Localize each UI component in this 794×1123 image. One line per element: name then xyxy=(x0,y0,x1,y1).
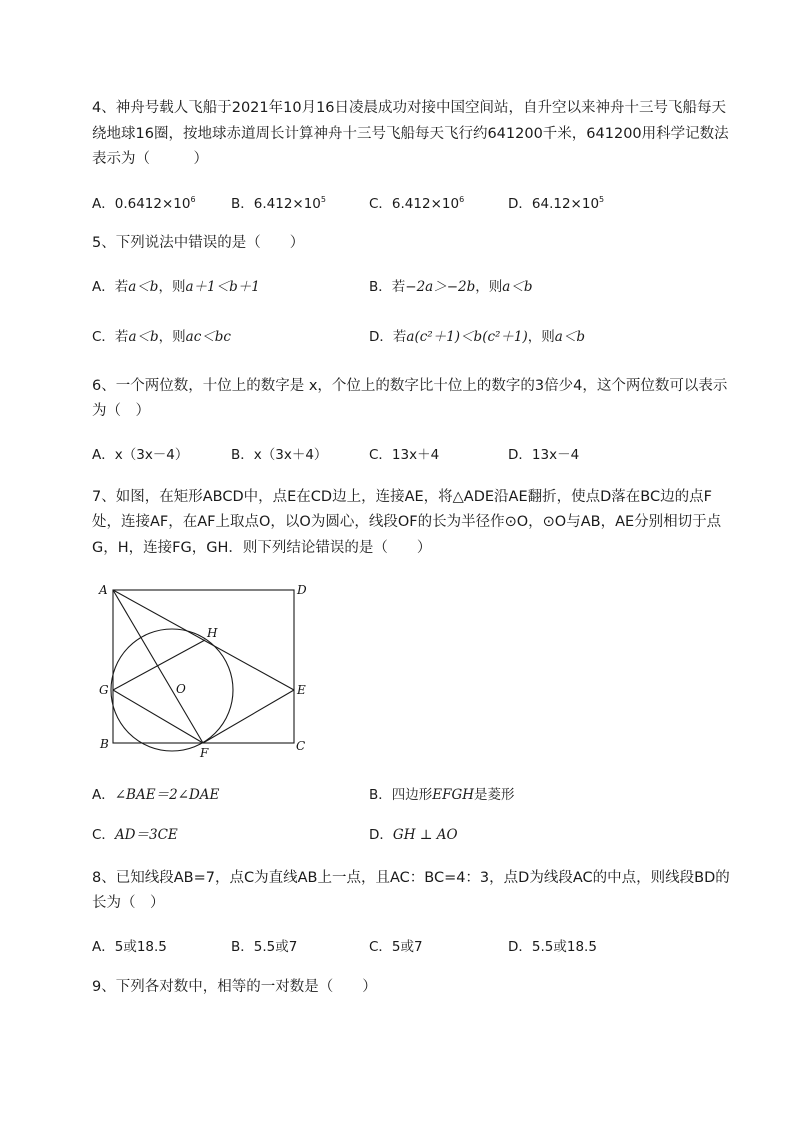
q7-option-d-prefix: D． xyxy=(369,827,393,843)
q4-option-a-exp: 6 xyxy=(190,195,196,204)
q6-stem-line-1: 6、一个两位数，十位上的数字是 x，个位上的数字比十位上的数字的3倍少4，这个两位数可以表示 xyxy=(92,378,728,394)
q4-option-c-text: C．6.412×10 xyxy=(369,196,460,212)
q5-option-a-result: a＋1＜b＋1 xyxy=(185,279,260,295)
q4-stem-line-1: 4、神舟号载人飞船于2021年10月16日凌晨成功对接中国空间站，自升空以来神舟十三号飞船每天 xyxy=(92,100,727,116)
label-h: H xyxy=(207,626,218,640)
segment-gh xyxy=(113,640,205,690)
q4-option-d-exp: 5 xyxy=(599,195,605,204)
q5-option-c[interactable] xyxy=(92,327,231,347)
q7-option-a-prefix: A． xyxy=(92,787,115,803)
q7-stem-line-2: 处，连接AF，在AF上取点O，以O为圆心，线段OF的长为半径作⊙O，⊙O与AB，AE分别相切于点 xyxy=(92,514,722,530)
q7-option-c-math: AD＝3CE xyxy=(114,827,178,843)
q8-option-d[interactable]: D．5.5或18.5 xyxy=(508,939,597,955)
q5-option-d-then: ，则 xyxy=(527,329,555,345)
segment-af xyxy=(113,590,203,743)
q7-option-b[interactable] xyxy=(369,785,515,805)
label-d: D xyxy=(297,583,307,597)
q7-option-a[interactable] xyxy=(92,785,219,805)
q5-stem: 5、下列说法中错误的是（ ） xyxy=(92,235,305,251)
q7-option-b-prefix: B．四边形 xyxy=(369,787,433,803)
q7-option-b-math: EFGH xyxy=(432,787,475,803)
q6-option-c[interactable]: C．13x＋4 xyxy=(369,447,440,463)
q4-option-c-exp: 6 xyxy=(459,195,465,204)
label-o: O xyxy=(176,682,186,696)
q9-stem: 9、下列各对数中，相等的一对数是（ ） xyxy=(92,979,377,995)
q8-stem-line-2: 长为（ ） xyxy=(92,895,165,911)
q4-option-a-text: A．0.6412×10 xyxy=(92,196,191,212)
q6-option-d[interactable]: D．13x－4 xyxy=(508,447,580,463)
label-g: G xyxy=(99,683,109,697)
q4-option-d[interactable] xyxy=(508,194,604,214)
q8-stem-line-1: 8、已知线段AB=7，点C为直线AB上一点，且AC：BC=4：3，点D为线段AC的中点，则线段BD的 xyxy=(92,870,730,886)
q4-option-d-text: D．64.12×10 xyxy=(508,196,600,212)
q4-option-a[interactable] xyxy=(92,194,196,214)
q5-option-d-result: a＜b xyxy=(554,329,585,345)
q8-option-a[interactable]: A．5或18.5 xyxy=(92,939,167,955)
q7-option-b-suffix: 是菱形 xyxy=(474,787,515,803)
q7-option-c[interactable] xyxy=(92,825,178,845)
q5-option-b-then: ，则 xyxy=(475,279,503,295)
q7-option-d[interactable] xyxy=(369,825,458,845)
q5-option-c-prefix: C．若 xyxy=(92,329,129,345)
q7-stem-line-1: 7、如图，在矩形ABCD中，点E在CD边上，连接AE，将△ADE沿AE翻折，使点D落在BC边的点F xyxy=(92,489,712,505)
q6-stem-line-2: 为（ ） xyxy=(92,403,150,419)
q5-option-b-result: a＜b xyxy=(502,279,533,295)
label-b: B xyxy=(100,737,109,751)
q5-option-b-prefix: B．若 xyxy=(369,279,406,295)
q8-option-b[interactable]: B．5.5或7 xyxy=(231,939,298,955)
q7-option-d-math: GH ⊥ AO xyxy=(392,827,458,843)
q5-option-c-condition: a＜b xyxy=(128,329,159,345)
q4-option-b[interactable] xyxy=(231,194,326,214)
q4-option-c[interactable] xyxy=(369,194,464,214)
q8-option-c[interactable]: C．5或7 xyxy=(369,939,423,955)
q5-option-a[interactable] xyxy=(92,277,260,297)
segment-gf xyxy=(113,690,203,743)
label-c: C xyxy=(296,739,306,753)
q5-option-b[interactable] xyxy=(369,277,532,297)
q5-option-c-result: ac＜bc xyxy=(185,329,231,345)
q4-stem-line-2: 绕地球16圈，按地球赤道周长计算神舟十三号飞船每天飞行约641200千米，641200用科学记数法 xyxy=(92,126,729,142)
q4-option-b-exp: 5 xyxy=(320,195,326,204)
q7-geometry-figure xyxy=(88,578,318,763)
q5-option-a-prefix: A．若 xyxy=(92,279,129,295)
q7-option-c-prefix: C． xyxy=(92,827,115,843)
label-e: E xyxy=(297,683,306,697)
label-f: F xyxy=(200,746,209,760)
q6-option-b[interactable]: B．x（3x＋4） xyxy=(231,447,328,463)
q4-option-b-text: B．6.412×10 xyxy=(231,196,321,212)
q4-stem-line-3: 表示为（ ） xyxy=(92,151,208,167)
q6-option-a[interactable]: A．x（3x－4） xyxy=(92,447,189,463)
q5-option-d[interactable] xyxy=(369,327,585,347)
segment-fe xyxy=(203,690,294,743)
q5-option-c-then: ，则 xyxy=(158,329,186,345)
q5-option-a-condition: a＜b xyxy=(128,279,159,295)
q7-stem-line-3: G，H，连接FG，GH．则下列结论错误的是（ ） xyxy=(92,540,432,556)
rectangle-abcd xyxy=(113,590,294,743)
q5-option-a-then: ，则 xyxy=(158,279,186,295)
q5-option-b-condition: −2a＞−2b xyxy=(405,279,476,295)
q7-option-a-math: ∠BAE＝2∠DAE xyxy=(114,787,220,803)
label-a: A xyxy=(99,583,108,597)
q5-option-d-prefix: D．若 xyxy=(369,329,407,345)
q5-option-d-condition: a(c²＋1)＜b(c²＋1) xyxy=(406,329,528,345)
